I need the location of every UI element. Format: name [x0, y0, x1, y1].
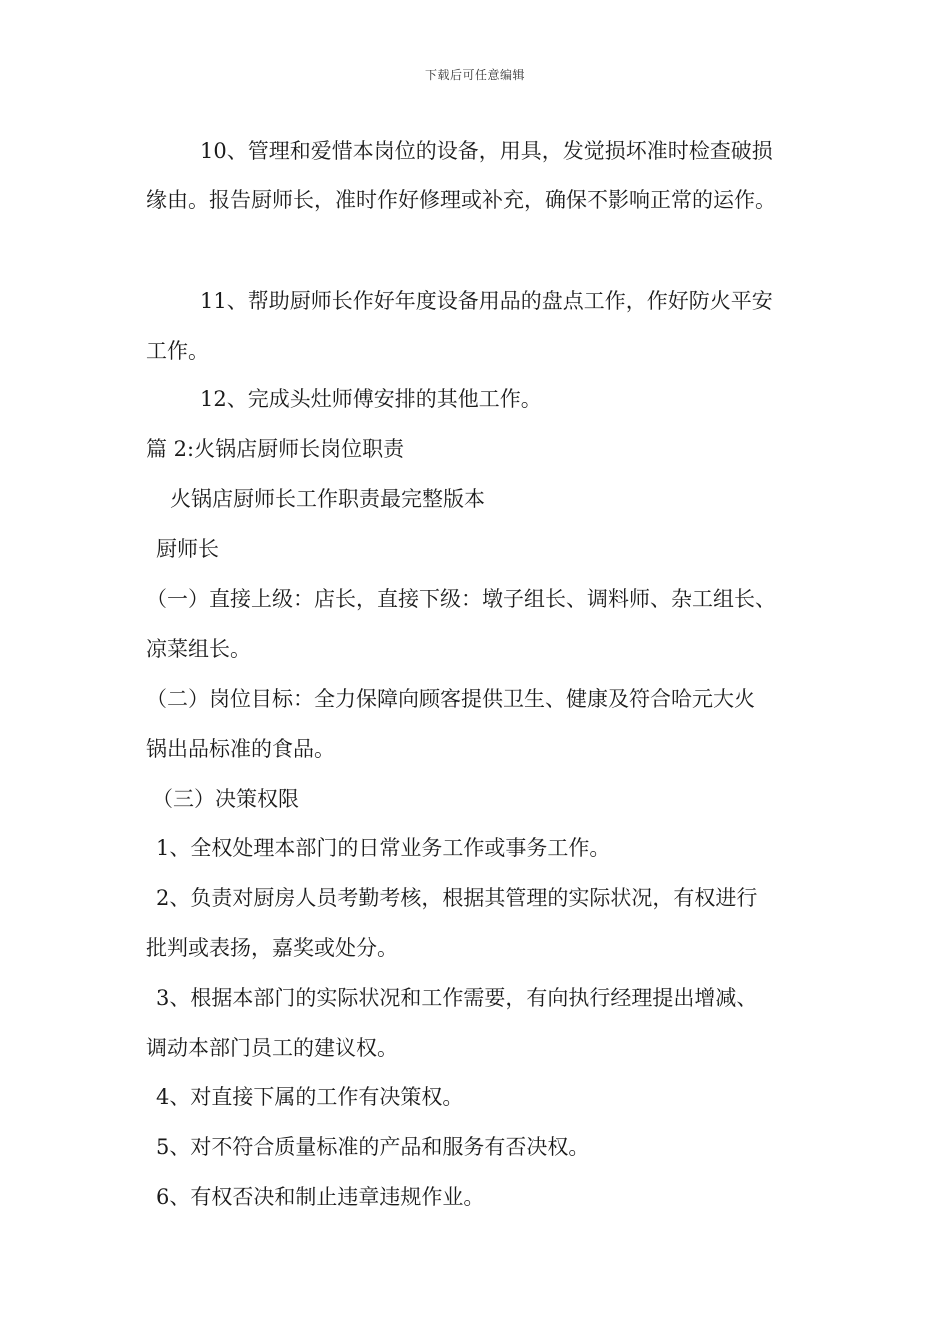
- page-header: 下载后可任意编辑: [424, 68, 525, 82]
- paragraph-line: 工作。: [146, 339, 209, 363]
- list-item: 5、对不符合质量标准的产品和服务有否决权。: [156, 1135, 590, 1159]
- list-item: 4、对直接下属的工作有决策权。: [156, 1085, 464, 1109]
- paragraph-line: 凉菜组长。: [146, 637, 251, 661]
- subtitle: 火锅店厨师长工作职责最完整版本: [170, 487, 485, 511]
- list-item-continuation: 批判或表扬，嘉奖或处分。: [146, 936, 398, 960]
- paragraph-line: 锅出品标准的食品。: [146, 737, 335, 761]
- paragraph-line: （一）直接上级：店长，直接下级：墩子组长、调料师、杂工组长、: [146, 587, 776, 611]
- section-heading: 篇 2:火锅店厨师长岗位职责: [146, 437, 405, 461]
- paragraph-line: （二）岗位目标：全力保障向顾客提供卫生、健康及符合哈元大火: [146, 687, 755, 711]
- list-item: 1、全权处理本部门的日常业务工作或事务工作。: [156, 836, 611, 860]
- list-item: 3、根据本部门的实际状况和工作需要，有向执行经理提出增减、: [156, 986, 758, 1010]
- paragraph-line: 12、完成头灶师傅安排的其他工作。: [200, 387, 542, 411]
- list-item: 2、负责对厨房人员考勤考核，根据其管理的实际状况，有权进行: [156, 886, 758, 910]
- paragraph-line: 10、管理和爱惜本岗位的设备，用具，发觉损坏准时检查破损: [200, 139, 773, 163]
- paragraph-line: 缘由。报告厨师长，准时作好修理或补充，确保不影响正常的运作。: [146, 188, 776, 212]
- list-item-continuation: 调动本部门员工的建议权。: [146, 1036, 398, 1060]
- role-title: 厨师长: [156, 537, 219, 561]
- list-item: 6、有权否决和制止违章违规作业。: [156, 1185, 485, 1209]
- paragraph-line: （三）决策权限: [152, 787, 299, 811]
- paragraph-line: 11、帮助厨师长作好年度设备用品的盘点工作，作好防火平安: [200, 289, 773, 313]
